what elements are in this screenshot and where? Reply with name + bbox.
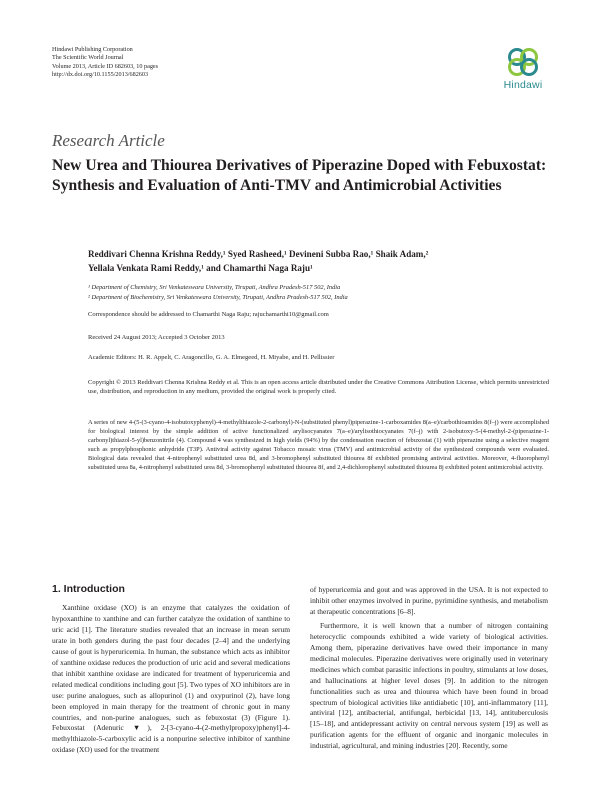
publisher-line: Hindawi Publishing Corporation bbox=[52, 46, 133, 53]
received-dates: Received 24 August 2013; Accepted 3 October 2013 bbox=[88, 334, 225, 341]
body-column-right bbox=[310, 585, 548, 752]
volume-line: Volume 2013, Article ID 682603, 10 pages bbox=[52, 62, 159, 70]
paragraph: of hyperuricemia and gout and was approved in the USA. It is not expected to inhibit other enzymes involved in purine, pyrimidine synthesis, and metabolism at therapeutic concentrations [6–8]. bbox=[310, 585, 548, 616]
copyright-notice: Copyright © 2013 Reddivari Chenna Krishna Reddy et al. This is an open access article distributed under the Creative Commons Attribution License, which permits unrestricted use, distribution, and reproduction in any medium, provided the original work is properly cited. bbox=[88, 379, 549, 395]
author-line: Yellala Venkata Rami Reddy,¹ and Chamarthi Naga Raju¹ bbox=[88, 262, 313, 273]
section-heading: 1. Introduction bbox=[52, 583, 125, 595]
affiliation-2: ² Department of Biochemistry, Sri Venkateswara University, Tirupati, Andhra Pradesh-517 502, India bbox=[88, 293, 348, 301]
correspondence: Correspondence should be addressed to Chamarthi Naga Raju; rajuchamarthi10@gmail.com bbox=[88, 311, 329, 318]
body-column-left bbox=[52, 603, 290, 756]
academic-editors: Academic Editors: H. R. Appelt, C. Aragoncillo, G. A. Elmegeed, H. Miyabe, and H. Pellissier bbox=[88, 354, 335, 361]
author-list bbox=[88, 248, 548, 275]
doi-link[interactable]: http://dx.doi.org/10.1155/2013/682603 bbox=[52, 70, 149, 78]
logo-text: Hindawi bbox=[503, 79, 543, 91]
journal-name: The Scientific World Journal bbox=[52, 54, 124, 62]
journal-header bbox=[52, 46, 158, 79]
abstract: A series of new 4-(5-(3-cyano-4-isobutoxyphenyl)-4-methylthiazole-2-carbonyl)-N-(substituted phenyl)piperazine-1-carboxamides 8(a–e)/carbothioamides 8(f–j) were accomplished for biological interest by the simple addition of active functionalized arylisocyanates 7(a–e)/arylisothiocyanates 7(f–j) with 2-isobutoxy-5-(4-methyl-2-(piperazine-1-carbonyl)thiazol-5-yl)benzonitrile (4). Compound 4 was synthesized in high yields (94%) by the condensation reaction of febuxostat (1) with piperazine using a selective reagent such as propylphosphonic anhydride (T3P). Antiviral activity against Tobacco mosaic virus (TMV) and antimicrobial activity of the synthesized compounds were evaluated. Biological data revealed that 4-nitrophenyl substituted urea 8d, and 3-bromophenyl substituted thiourea 8f exhibited promising antiviral activities. Moreover, 4-fluorophenyl substituted urea 8a, 4-nitrophenyl substituted urea 8d, 3-bromophenyl substituted thiourea 8f, and 2,4-dichlorophenyl substituted thiourea 8j exhibited potent antimicrobial activity. bbox=[88, 419, 549, 471]
author-line: Reddivari Chenna Krishna Reddy,¹ Syed Rasheed,¹ Devineni Subba Rao,¹ Shaik Adam,² bbox=[88, 249, 429, 259]
hindawi-logo bbox=[497, 46, 549, 91]
affiliation-1: ¹ Department of Chemistry, Sri Venkateswara University, Tirupati, Andhra Pradesh-517 502, India bbox=[88, 284, 341, 291]
affiliations bbox=[88, 283, 548, 302]
paragraph: Xanthine oxidase (XO) is an enzyme that catalyzes the oxidation of hypoxanthine to xanthine and can further catalyze the oxidation of xanthine to uric acid [1]. The literature studies revealed that an increase in mean serum urate in both genders during the past four decades [2–4] and the underlying cause of gout is hyperuricemia. In human, the substance which acts as inhibitor of xanthine oxidase reduces the production of uric acid and several medications that inhibit xanthine oxidase are indicated for treatment of hyperuricemia and related medical conditions including gout [5]. Two types of XO inhibitors are in use: purine analogues, such as allopurinol (1) and oxypurinol (2), have long been employed in main therapy for the treatment of chronic gout in many countries, and non-purine analogues, such as febuxostat (3) (Figure 1). Febuxostat (Adenuric ▼), 2-[3-cyano-4-(2-methylpropoxy)phenyl]-4-methylthiazole-5-carboxylic acid is a nonpurine selective inhibitor of xanthine oxidase (XO) used for the treatment bbox=[52, 603, 290, 755]
hindawi-rings-icon bbox=[505, 46, 541, 78]
article-type: Research Article bbox=[52, 131, 165, 150]
paper-title: New Urea and Thiourea Derivatives of Piperazine Doped with Febuxostat: Synthesis and Evaluation of Anti-TMV and Antimicrobial Activities bbox=[52, 157, 547, 194]
paragraph: Furthermore, it is well known that a number of nitrogen containing heterocyclic compounds exhibited a wide variety of biological activities. Among them, piperazine derivatives have owed their importance in many medicinal molecules. Piperazine derivatives were originally used in veterinary medicines which combat parasitic infections in poultry, stimulants at low doses, and hallucinations at higher level doses [9]. In addition to the nitrogen functionalities such as urea and thiourea which have been found in broad spectrum of biological activities like antidiabetic [10], anti-inflammatory [11], antiviral [12], antibacterial, antifungal, herbicidal [13, 14], antituberculosis [15–18], and antidepressant activity on central nervous system [19] as well as purification agents for the effluent of organic and inorganic molecules in industrial, agricultural, and mining industries [20]. Recently, some bbox=[310, 620, 548, 751]
